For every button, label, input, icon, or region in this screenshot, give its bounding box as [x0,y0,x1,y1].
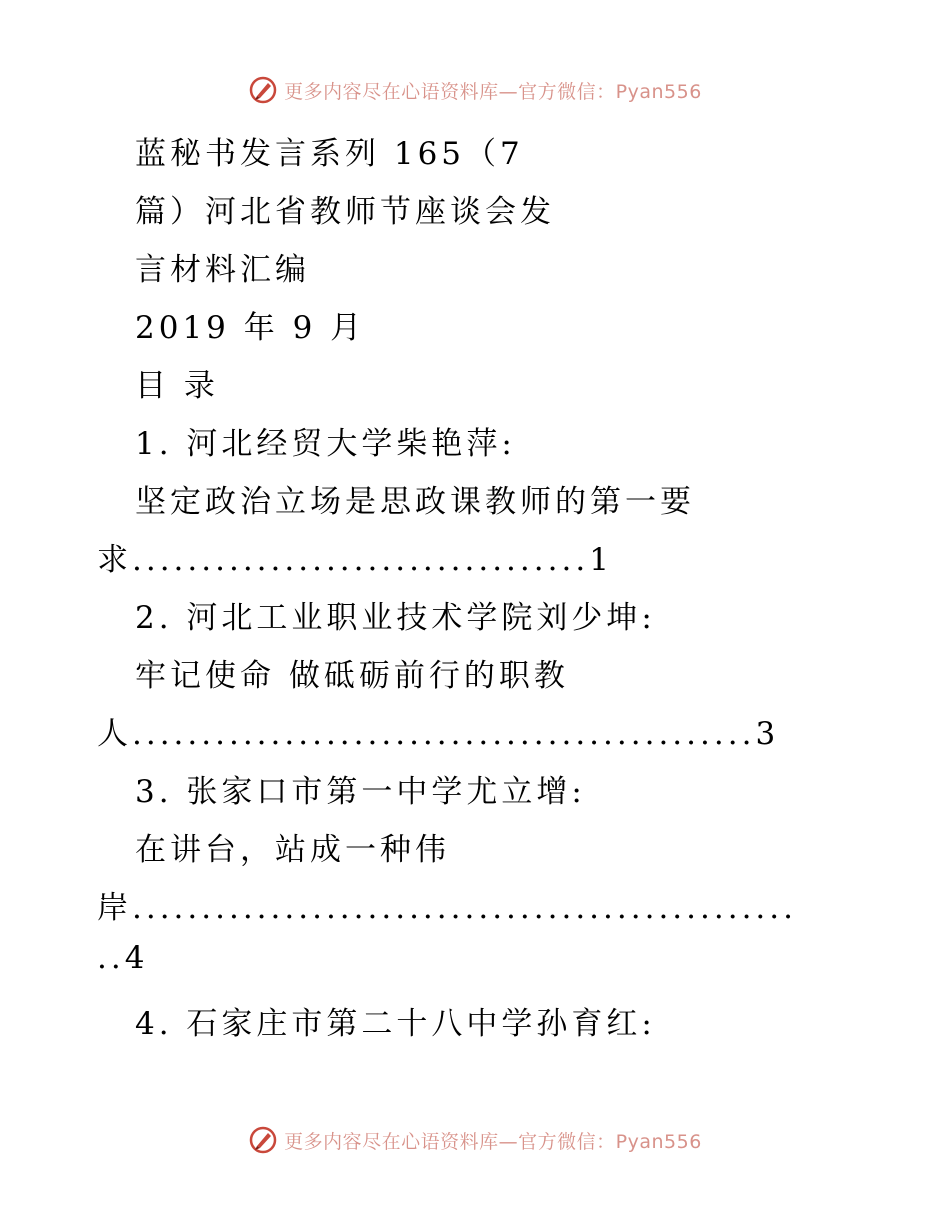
pen-logo-icon [248,1125,278,1155]
toc-heading: 目 录 [135,368,219,404]
toc-entry-last-char: 人 [97,716,132,752]
doc-title-line-3: 言材料汇编 [135,252,310,288]
toc-page-number: 4 [124,940,149,976]
watermark-header [0,70,950,110]
doc-date: 2019 年 9 月 [135,310,366,346]
toc-dot-leader: ................................. [132,542,590,578]
toc-entry-last-char: 求 [97,542,132,578]
toc-dot-leader: ................................................ [132,890,797,926]
toc-entry-last-char: 岸 [97,890,132,926]
toc-entry-heading: 3. 张家口市第一中学尤立增: [135,774,586,810]
toc-entry-title: 牢记使命 做砥砺前行的职教 [135,658,569,694]
toc-entry-title: 在讲台，站成一种伟 [135,832,450,868]
toc-entry-heading: 1. 河北经贸大学柴艳萍: [135,426,516,462]
toc-entry-title: 坚定政治立场是思政课教师的第一要 [135,484,695,520]
doc-title-line-1: 蓝秘书发言系列 165（7 [135,136,524,172]
doc-title-line-2: 篇）河北省教师节座谈会发 [135,194,555,230]
toc-dot-leader: ............................................. [132,716,756,752]
toc-entry-leader-line [97,534,613,579]
toc-entry-heading: 4. 石家庄市第二十八中学孙育红: [135,1006,656,1042]
toc-entry-leader-line [97,882,797,927]
watermark-text: 更多内容尽在心语资料库—官方微信：Pyan556 [284,80,702,103]
toc-page-number: 3 [755,716,780,752]
watermark-text: 更多内容尽在心语资料库—官方微信：Pyan556 [284,1130,702,1153]
toc-dot-leader: .. [97,940,125,976]
toc-entry-leader-continuation [97,940,148,976]
toc-entry-heading: 2. 河北工业职业技术学院刘少坤: [135,600,656,636]
toc-page-number: 1 [589,542,613,578]
watermark-footer [0,1120,950,1160]
toc-entry-leader-line [97,708,779,753]
pen-logo-icon [248,75,278,105]
